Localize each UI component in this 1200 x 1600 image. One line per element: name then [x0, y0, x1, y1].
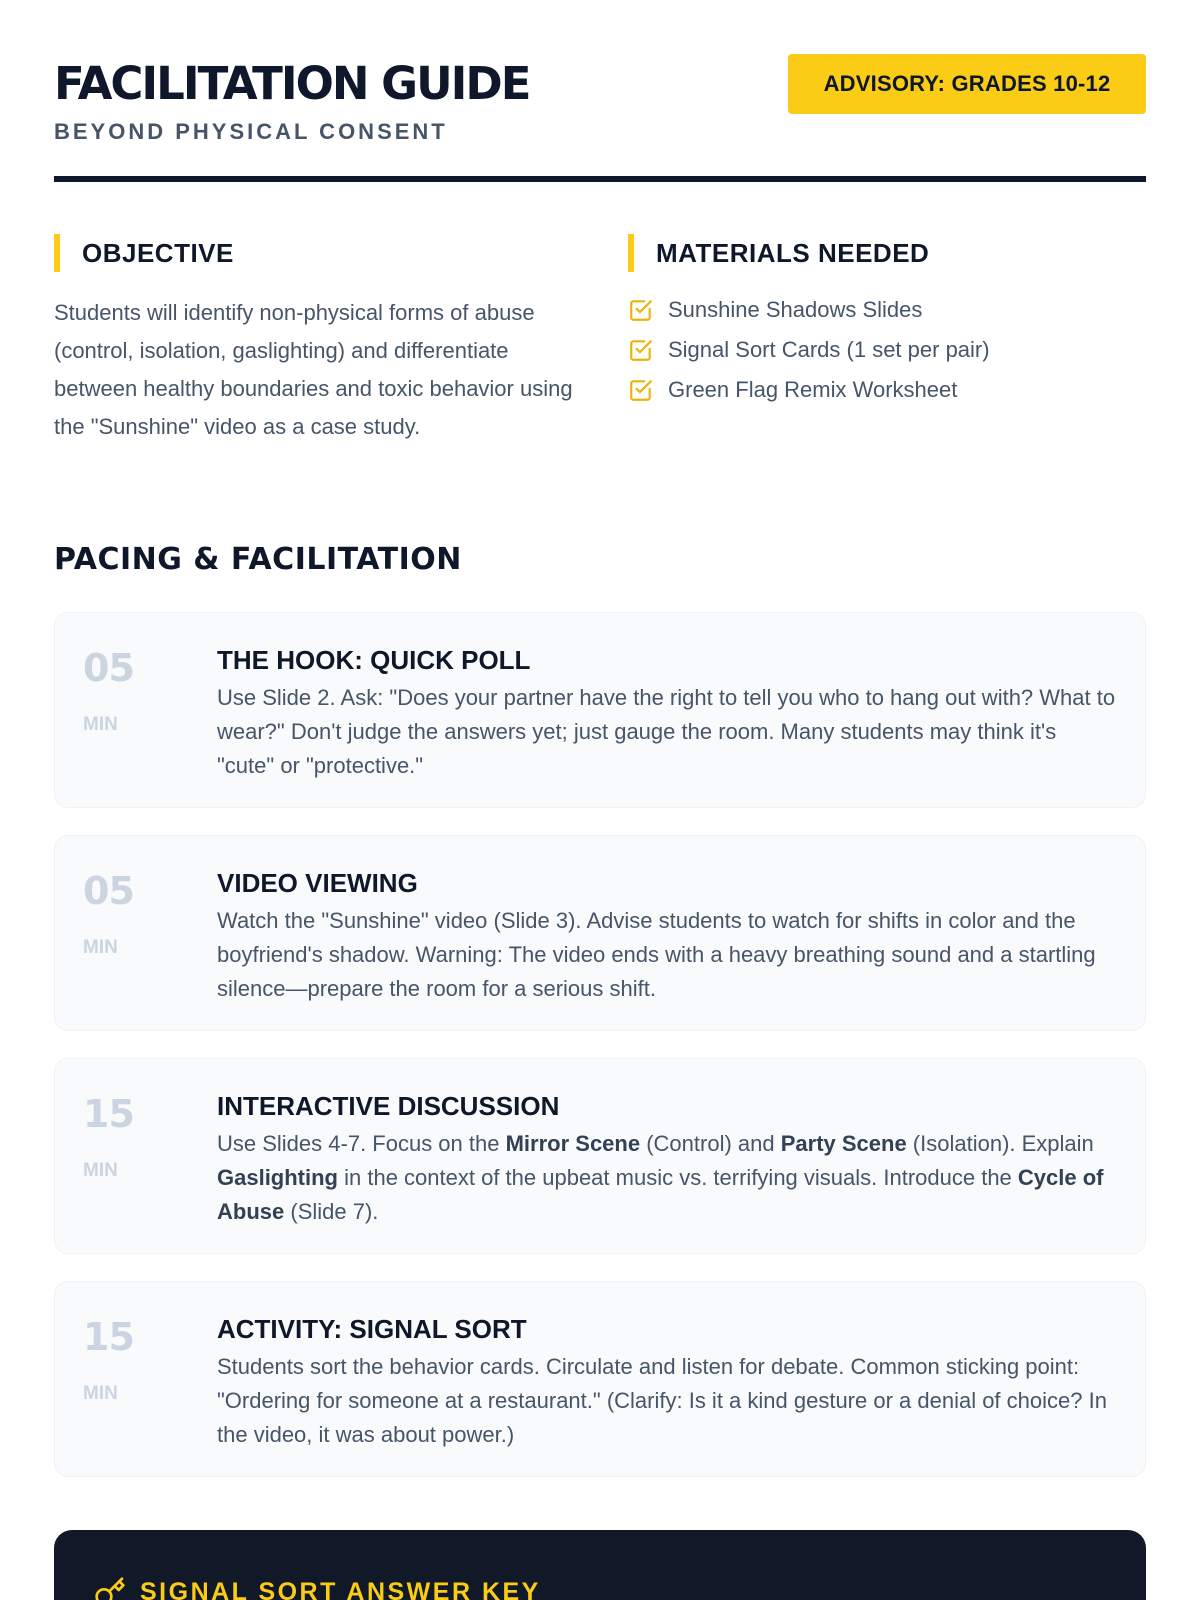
key-icon [94, 1576, 126, 1600]
step-unit: MIN [83, 1160, 118, 1181]
materials-item [628, 370, 990, 410]
step-unit: MIN [83, 937, 118, 958]
materials-item-label: Sunshine Shadows Slides [668, 297, 923, 322]
emphasis-term: Mirror Scene [505, 1131, 641, 1156]
step-description: Use Slides 4-7. Focus on the Mirror Scene (Control) and Party Scene (Isolation). Explain Gaslighting in the context of the upbeat music vs. terrifying visuals. Introduce the Cycle of Abuse (Slide 7). [217, 1131, 1104, 1224]
materials-item-label: Green Flag Remix Worksheet [668, 377, 958, 402]
answer-key-heading [94, 1576, 541, 1600]
checkbox-checked-icon [628, 337, 654, 363]
guide-header [54, 54, 1146, 182]
pacing-heading: PACING & FACILITATION [54, 542, 462, 577]
emphasis-term: Cycle of Abuse [217, 1165, 1104, 1224]
emphasis-term: Gaslighting [217, 1165, 338, 1190]
pacing-step [54, 835, 1146, 1031]
emphasis-term: Party Scene [780, 1131, 907, 1156]
step-minutes: 15 [83, 1315, 134, 1359]
step-description: Students sort the behavior cards. Circulate and listen for debate. Common sticking point: "Ordering for someone at a restaurant." (Clarify: Is it a kind gesture or a denial of choice? In the video, it was about power.) [217, 1354, 1107, 1447]
pacing-step [54, 1058, 1146, 1254]
checkbox-checked-icon [628, 297, 654, 323]
step-title: VIDEO VIEWING [217, 868, 418, 898]
checkbox-checked-icon [628, 377, 654, 403]
step-unit: MIN [83, 714, 118, 735]
objective-text: Students will identify non-physical forms of abuse (control, isolation, gaslighting) and differentiate between healthy boundaries and toxic behavior using the "Sunshine" video as a case study. [54, 300, 573, 439]
objective-heading: OBJECTIVE [54, 234, 234, 272]
materials-heading: MATERIALS NEEDED [628, 234, 929, 272]
step-unit: MIN [83, 1383, 118, 1404]
step-minutes: 05 [83, 646, 134, 690]
answer-key-title: SIGNAL SORT ANSWER KEY [140, 1577, 541, 1600]
materials-item [628, 290, 990, 330]
pacing-step [54, 612, 1146, 808]
grade-badge: ADVISORY: GRADES 10-12 [788, 54, 1146, 114]
pacing-step [54, 1281, 1146, 1477]
step-title: ACTIVITY: SIGNAL SORT [217, 1314, 527, 1344]
page-subtitle: BEYOND PHYSICAL CONSENT [54, 119, 448, 144]
materials-item [628, 330, 990, 370]
materials-list [628, 290, 990, 410]
step-description: Use Slide 2. Ask: "Does your partner have the right to tell you who to hang out with? What to wear?" Don't judge the answers yet; just gauge the room. Many students may think it's "cute" or "protective." [217, 685, 1116, 778]
step-description: Watch the "Sunshine" video (Slide 3). Advise students to watch for shifts in color and the boyfriend's shadow. Warning: The video ends with a heavy breathing sound and a startling silence—prepare the room for a serious shift. [217, 908, 1096, 1001]
answer-key-panel [54, 1530, 1146, 1600]
materials-item-label: Signal Sort Cards (1 set per pair) [668, 337, 990, 362]
step-title: INTERACTIVE DISCUSSION [217, 1091, 560, 1121]
step-minutes: 15 [83, 1092, 134, 1136]
page-title: FACILITATION GUIDE [54, 57, 530, 110]
step-title: THE HOOK: QUICK POLL [217, 645, 531, 675]
step-minutes: 05 [83, 869, 134, 913]
